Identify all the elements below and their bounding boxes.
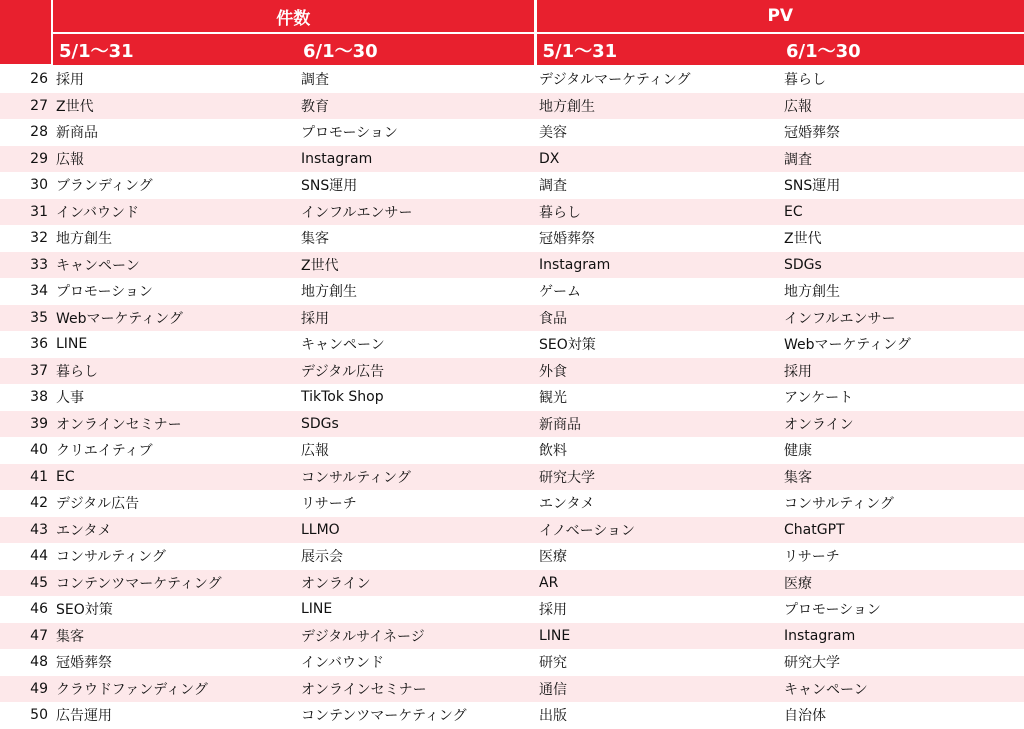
pv-june-cell: 調査: [780, 146, 1024, 173]
count-may-cell: 地方創生: [52, 225, 297, 252]
count-may-cell: キャンペーン: [52, 252, 297, 279]
pv-may-cell: 調査: [535, 172, 780, 199]
rank-cell: 35: [0, 305, 52, 332]
rank-cell: 42: [0, 490, 52, 517]
count-june-cell: 調査: [297, 65, 535, 93]
count-june-cell: SNS運用: [297, 172, 535, 199]
pv-may-cell: Instagram: [535, 252, 780, 279]
rank-cell: 41: [0, 464, 52, 491]
pv-may-cell: エンタメ: [535, 490, 780, 517]
pv-june-cell: オンライン: [780, 411, 1024, 438]
rank-cell: 40: [0, 437, 52, 464]
count-may-cell: クラウドファンディング: [52, 676, 297, 703]
pv-june-cell: 健康: [780, 437, 1024, 464]
rank-cell: 36: [0, 331, 52, 358]
table-row: [0, 225, 1024, 252]
pv-may-cell: 新商品: [535, 411, 780, 438]
pv-june-cell: 暮らし: [780, 65, 1024, 93]
pv-june-cell: Z世代: [780, 225, 1024, 252]
pv-may-cell: デジタルマーケティング: [535, 65, 780, 93]
pv-june-cell: 冠婚葬祭: [780, 119, 1024, 146]
table-header: [0, 0, 1024, 65]
count-june-cell: 広報: [297, 437, 535, 464]
count-june-cell: SDGs: [297, 411, 535, 438]
rank-cell: 26: [0, 65, 52, 93]
count-june-cell: Instagram: [297, 146, 535, 173]
count-may-cell: 広報: [52, 146, 297, 173]
count-june-cell: リサーチ: [297, 490, 535, 517]
rank-cell: 28: [0, 119, 52, 146]
count-june-cell: Z世代: [297, 252, 535, 279]
rank-cell: 44: [0, 543, 52, 570]
count-june-cell: インバウンド: [297, 649, 535, 676]
pv-may-cell: 採用: [535, 596, 780, 623]
count-may-cell: コンサルティング: [52, 543, 297, 570]
pv-may-cell: 美容: [535, 119, 780, 146]
pv-june-cell: 集客: [780, 464, 1024, 491]
pv-may-cell: DX: [535, 146, 780, 173]
count-june-cell: オンライン: [297, 570, 535, 597]
pv-june-cell: インフルエンサー: [780, 305, 1024, 332]
pv-may-cell: 観光: [535, 384, 780, 411]
pv-june-cell: 医療: [780, 570, 1024, 597]
rank-cell: 49: [0, 676, 52, 703]
table-row: [0, 93, 1024, 120]
pv-june-cell: 地方創生: [780, 278, 1024, 305]
count-may-cell: クリエイティブ: [52, 437, 297, 464]
count-june-cell: 地方創生: [297, 278, 535, 305]
rank-cell: 48: [0, 649, 52, 676]
pv-may-cell: 冠婚葬祭: [535, 225, 780, 252]
table-row: [0, 119, 1024, 146]
count-may-cell: SEO対策: [52, 596, 297, 623]
rank-cell: 27: [0, 93, 52, 120]
header-count-june: 6/1～30: [297, 33, 535, 65]
pv-may-cell: SEO対策: [535, 331, 780, 358]
table-row: [0, 278, 1024, 305]
count-may-cell: デジタル広告: [52, 490, 297, 517]
table-row: [0, 384, 1024, 411]
header-count-may: 5/1～31: [52, 33, 297, 65]
rank-cell: 29: [0, 146, 52, 173]
header-count: 件数: [52, 0, 535, 33]
pv-june-cell: ChatGPT: [780, 517, 1024, 544]
pv-june-cell: 広報: [780, 93, 1024, 120]
count-may-cell: コンテンツマーケティング: [52, 570, 297, 597]
count-may-cell: LINE: [52, 331, 297, 358]
count-may-cell: 人事: [52, 384, 297, 411]
rank-cell: 47: [0, 623, 52, 650]
header-pv: PV: [535, 0, 1024, 33]
count-may-cell: インバウンド: [52, 199, 297, 226]
rank-cell: 32: [0, 225, 52, 252]
pv-may-cell: 食品: [535, 305, 780, 332]
rank-cell: 30: [0, 172, 52, 199]
count-may-cell: オンラインセミナー: [52, 411, 297, 438]
header-group-row: [0, 0, 1024, 33]
header-pv-june: 6/1～30: [780, 33, 1024, 65]
pv-may-cell: 飲料: [535, 437, 780, 464]
table-row: [0, 358, 1024, 385]
pv-may-cell: 出版: [535, 702, 780, 729]
table-row: [0, 252, 1024, 279]
pv-may-cell: AR: [535, 570, 780, 597]
count-june-cell: 展示会: [297, 543, 535, 570]
count-june-cell: 採用: [297, 305, 535, 332]
table-row: [0, 305, 1024, 332]
count-june-cell: オンラインセミナー: [297, 676, 535, 703]
count-june-cell: 集客: [297, 225, 535, 252]
pv-may-cell: LINE: [535, 623, 780, 650]
count-june-cell: プロモーション: [297, 119, 535, 146]
rank-cell: 33: [0, 252, 52, 279]
count-june-cell: デジタル広告: [297, 358, 535, 385]
rank-cell: 38: [0, 384, 52, 411]
count-may-cell: プロモーション: [52, 278, 297, 305]
count-may-cell: 冠婚葬祭: [52, 649, 297, 676]
table-body: [0, 65, 1024, 729]
table-row: [0, 464, 1024, 491]
pv-june-cell: 研究大学: [780, 649, 1024, 676]
pv-may-cell: 研究: [535, 649, 780, 676]
table-row: [0, 676, 1024, 703]
table-row: [0, 517, 1024, 544]
pv-june-cell: SDGs: [780, 252, 1024, 279]
pv-may-cell: ゲーム: [535, 278, 780, 305]
count-may-cell: ブランディング: [52, 172, 297, 199]
table-row: [0, 437, 1024, 464]
rank-cell: 45: [0, 570, 52, 597]
count-june-cell: LLMO: [297, 517, 535, 544]
rank-cell: 39: [0, 411, 52, 438]
count-may-cell: 暮らし: [52, 358, 297, 385]
table-row: [0, 649, 1024, 676]
table-row: [0, 490, 1024, 517]
pv-june-cell: SNS運用: [780, 172, 1024, 199]
pv-june-cell: プロモーション: [780, 596, 1024, 623]
pv-may-cell: 医療: [535, 543, 780, 570]
rank-cell: 34: [0, 278, 52, 305]
header-period-row: [0, 33, 1024, 65]
pv-may-cell: 外食: [535, 358, 780, 385]
count-june-cell: デジタルサイネージ: [297, 623, 535, 650]
pv-may-cell: 研究大学: [535, 464, 780, 491]
table-row: [0, 65, 1024, 93]
count-may-cell: 新商品: [52, 119, 297, 146]
table-row: [0, 331, 1024, 358]
rank-cell: 31: [0, 199, 52, 226]
pv-may-cell: 地方創生: [535, 93, 780, 120]
count-june-cell: コンテンツマーケティング: [297, 702, 535, 729]
header-pv-may: 5/1～31: [535, 33, 780, 65]
table-row: [0, 596, 1024, 623]
header-corner: [0, 0, 52, 65]
count-may-cell: EC: [52, 464, 297, 491]
pv-may-cell: イノベーション: [535, 517, 780, 544]
rank-cell: 50: [0, 702, 52, 729]
table-row: [0, 199, 1024, 226]
rank-cell: 46: [0, 596, 52, 623]
count-may-cell: Webマーケティング: [52, 305, 297, 332]
count-june-cell: キャンペーン: [297, 331, 535, 358]
count-may-cell: Z世代: [52, 93, 297, 120]
pv-june-cell: リサーチ: [780, 543, 1024, 570]
pv-may-cell: 通信: [535, 676, 780, 703]
table-row: [0, 411, 1024, 438]
count-may-cell: エンタメ: [52, 517, 297, 544]
rank-cell: 43: [0, 517, 52, 544]
pv-june-cell: 採用: [780, 358, 1024, 385]
table-row: [0, 570, 1024, 597]
count-may-cell: 採用: [52, 65, 297, 93]
count-may-cell: 広告運用: [52, 702, 297, 729]
count-june-cell: LINE: [297, 596, 535, 623]
pv-june-cell: コンサルティング: [780, 490, 1024, 517]
pv-june-cell: キャンペーン: [780, 676, 1024, 703]
pv-june-cell: アンケート: [780, 384, 1024, 411]
pv-may-cell: 暮らし: [535, 199, 780, 226]
pv-june-cell: EC: [780, 199, 1024, 226]
count-june-cell: インフルエンサー: [297, 199, 535, 226]
table-row: [0, 146, 1024, 173]
rank-cell: 37: [0, 358, 52, 385]
pv-june-cell: Instagram: [780, 623, 1024, 650]
table-row: [0, 623, 1024, 650]
table-row: [0, 702, 1024, 729]
count-may-cell: 集客: [52, 623, 297, 650]
table-row: [0, 172, 1024, 199]
count-june-cell: TikTok Shop: [297, 384, 535, 411]
table-row: [0, 543, 1024, 570]
count-june-cell: コンサルティング: [297, 464, 535, 491]
pv-june-cell: Webマーケティング: [780, 331, 1024, 358]
count-june-cell: 教育: [297, 93, 535, 120]
pv-june-cell: 自治体: [780, 702, 1024, 729]
